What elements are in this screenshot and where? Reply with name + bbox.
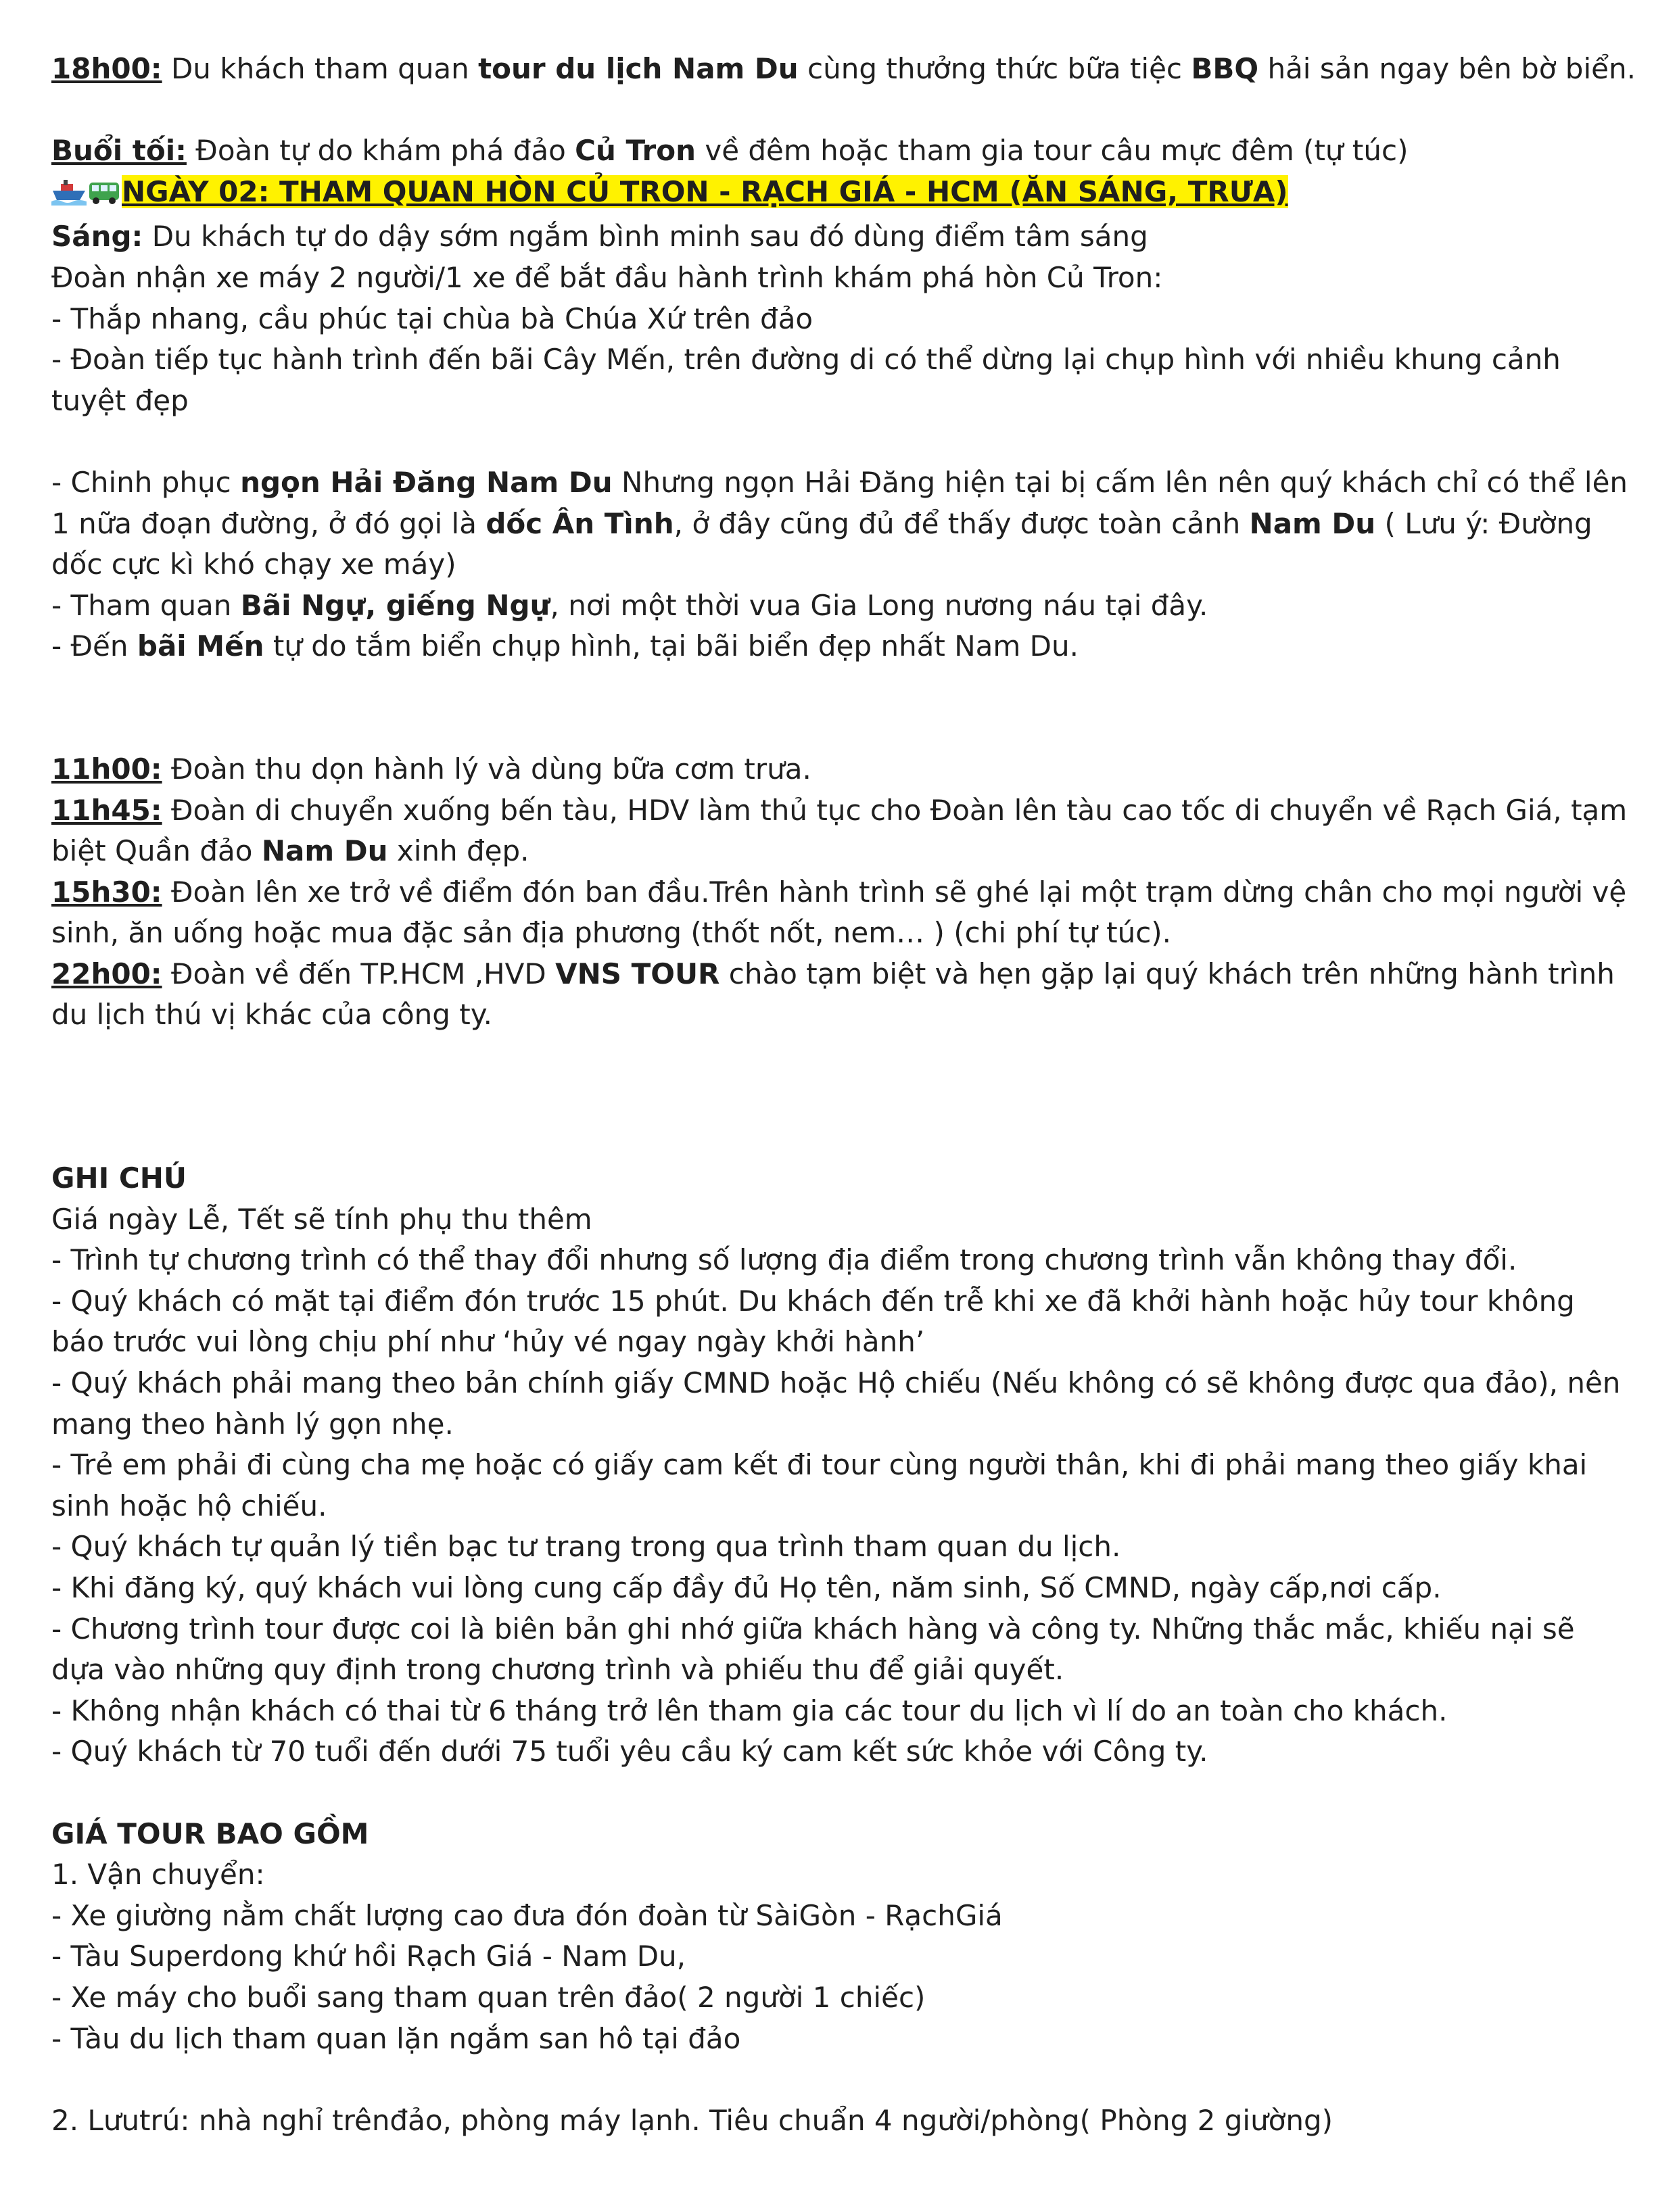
day2-bai-ngu: - Tham quan Bãi Ngự, giếng Ngự, nơi một thời vua Gia Long nương náu tại đây. <box>51 588 1208 622</box>
includes-item: - Tàu du lịch tham quan lặn ngắm san hô tại đảo <box>51 2021 741 2055</box>
includes-item: - Tàu Superdong khứ hồi Rạch Giá - Nam Du, <box>51 1940 686 1973</box>
itinerary-11h45: 11h45: Đoàn di chuyển xuống bến tàu, HDV làm thủ tục cho Đoàn lên tàu cao tốc di chuyển về Rạch Giá, tạm biệt Quần đảo Nam Du xinh đẹp. <box>51 793 1628 868</box>
day2-heading-line <box>51 172 1634 217</box>
document-page <box>51 49 1634 2141</box>
itinerary-18h00: 18h00: Du khách tham quan tour du lịch Nam Du cùng thưởng thức bữa tiệc BBQ hải sản ngay bên bờ biển. <box>51 52 1636 85</box>
itinerary-15h30: 15h30: Đoàn lên xe trở về điểm đón ban đầu.Trên hành trình sẽ ghé lại một trạm dừng chân cho mọi người vệ sinh, ăn uống hoặc mua đặc sản địa phương (thốt nốt, nem… ) (chi phí tự túc). <box>51 875 1627 950</box>
evening-label: Buổi tối: <box>51 134 187 168</box>
note-item: Giá ngày Lễ, Tết sẽ tính phụ thu thêm <box>51 1202 592 1236</box>
note-item: - Quý khách phải mang theo bản chính giấy CMND hoặc Hộ chiếu (Nếu không có sẽ không được qua đảo), nên mang theo hành lý gọn nhẹ. <box>51 1366 1621 1441</box>
note-item: - Không nhận khách có thai từ 6 tháng trở lên tham gia các tour du lịch vì lí do an toàn cho khách. <box>51 1693 1448 1727</box>
day2-morning: Sáng: Du khách tự do dậy sớm ngắm bình minh sau đó dùng điểm tâm sáng <box>51 220 1148 254</box>
note-item: - Quý khách từ 70 tuổi đến dưới 75 tuổi yêu cầu ký cam kết sức khỏe với Công ty. <box>51 1735 1208 1769</box>
includes-item: - Xe máy cho buổi sang tham quan trên đảo( 2 người 1 chiếc) <box>51 1980 926 2014</box>
morning-label: Sáng: <box>51 220 143 254</box>
day2-bai-men: - Đến bãi Mến tự do tắm biển chụp hình, tại bãi biển đẹp nhất Nam Du. <box>51 629 1079 663</box>
itinerary-evening: Buổi tối: Đoàn tự do khám phá đảo Củ Tron về đêm hoặc tham gia tour câu mực đêm (tự túc) <box>51 134 1409 168</box>
day2-heading: NGÀY 02: THAM QUAN HÒN CỦ TRON - RẠCH GIÁ - HCM (ĂN SÁNG, TRƯA) <box>122 174 1288 208</box>
includes-title: GIÁ TOUR BAO GỒM <box>51 1817 369 1850</box>
itinerary-11h00: 11h00: Đoàn thu dọn hành lý và dùng bữa cơm trưa. <box>51 752 811 786</box>
note-item: - Trẻ em phải đi cùng cha mẹ hoặc có giấy cam kết đi tour cùng người thân, khi đi phải mang theo giấy khai sinh hoặc hộ chiếu. <box>51 1448 1588 1522</box>
ship-icon <box>51 176 87 217</box>
bus-icon <box>88 176 120 217</box>
includes-lodging: 2. Lưutrú: nhà nghỉ trênđảo, phòng máy lạnh. Tiêu chuẩn 4 người/phòng( Phòng 2 giường) <box>51 2103 1333 2137</box>
day2-bike: Đoàn nhận xe máy 2 người/1 xe để bắt đầu hành trình khám phá hòn Củ Tron: <box>51 260 1163 294</box>
itinerary-22h00: 22h00: Đoàn về đến TP.HCM ,HVD VNS TOUR chào tạm biệt và hẹn gặp lại quý khách trên những hành trình du lịch thú vị khác của công ty. <box>51 957 1615 1032</box>
note-item: - Quý khách tự quản lý tiền bạc tư trang trong qua trình tham quan du lịch. <box>51 1530 1121 1564</box>
notes-title: GHI CHÚ <box>51 1161 187 1195</box>
note-item: - Quý khách có mặt tại điểm đón trước 15 phút. Du khách đến trễ khi xe đã khởi hành hoặc hủy tour không báo trước vui lòng chịu phí như ‘hủy vé ngay ngày khởi hành’ <box>51 1284 1575 1359</box>
note-item: - Trình tự chương trình có thể thay đổi nhưng số lượng địa điểm trong chương trình vẫn không thay đổi. <box>51 1243 1517 1277</box>
time-18h00: 18h00: <box>51 52 162 85</box>
note-item: - Chương trình tour được coi là biên bản ghi nhớ giữa khách hàng và công ty. Những thắc mắc, khiếu nại sẽ dựa vào những quy định trong chương trình và phiếu thu để giải quyết. <box>51 1612 1575 1687</box>
includes-item: - Xe giường nằm chất lượng cao đưa đón đoàn từ SàiGòn - RạchGiá <box>51 1898 1003 1932</box>
note-item: - Khi đăng ký, quý khách vui lòng cung cấp đầy đủ Họ tên, năm sinh, Số CMND, ngày cấp,nơi cấp. <box>51 1571 1442 1604</box>
day2-lighthouse: - Chinh phục ngọn Hải Đăng Nam Du Nhưng ngọn Hải Đăng hiện tại bị cấm lên nên quý khách chỉ có thể lên 1 nữa đoạn đường, ở đó gọi là dốc Ân Tình, ở đây cũng đủ để thấy được toàn cảnh Nam Du ( Lưu ý: Đường dốc cực kì khó chạy xe máy) <box>51 465 1628 581</box>
day2-pagoda: - Thắp nhang, cầu phúc tại chùa bà Chúa Xứ trên đảo <box>51 302 813 335</box>
day2-cay-men: - Đoàn tiếp tục hành trình đến bãi Cây Mến, trên đường di có thể dừng lại chụp hình với nhiều khung cảnh tuyệt đẹp <box>51 343 1561 417</box>
includes-transport: 1. Vận chuyển: <box>51 1858 265 1892</box>
